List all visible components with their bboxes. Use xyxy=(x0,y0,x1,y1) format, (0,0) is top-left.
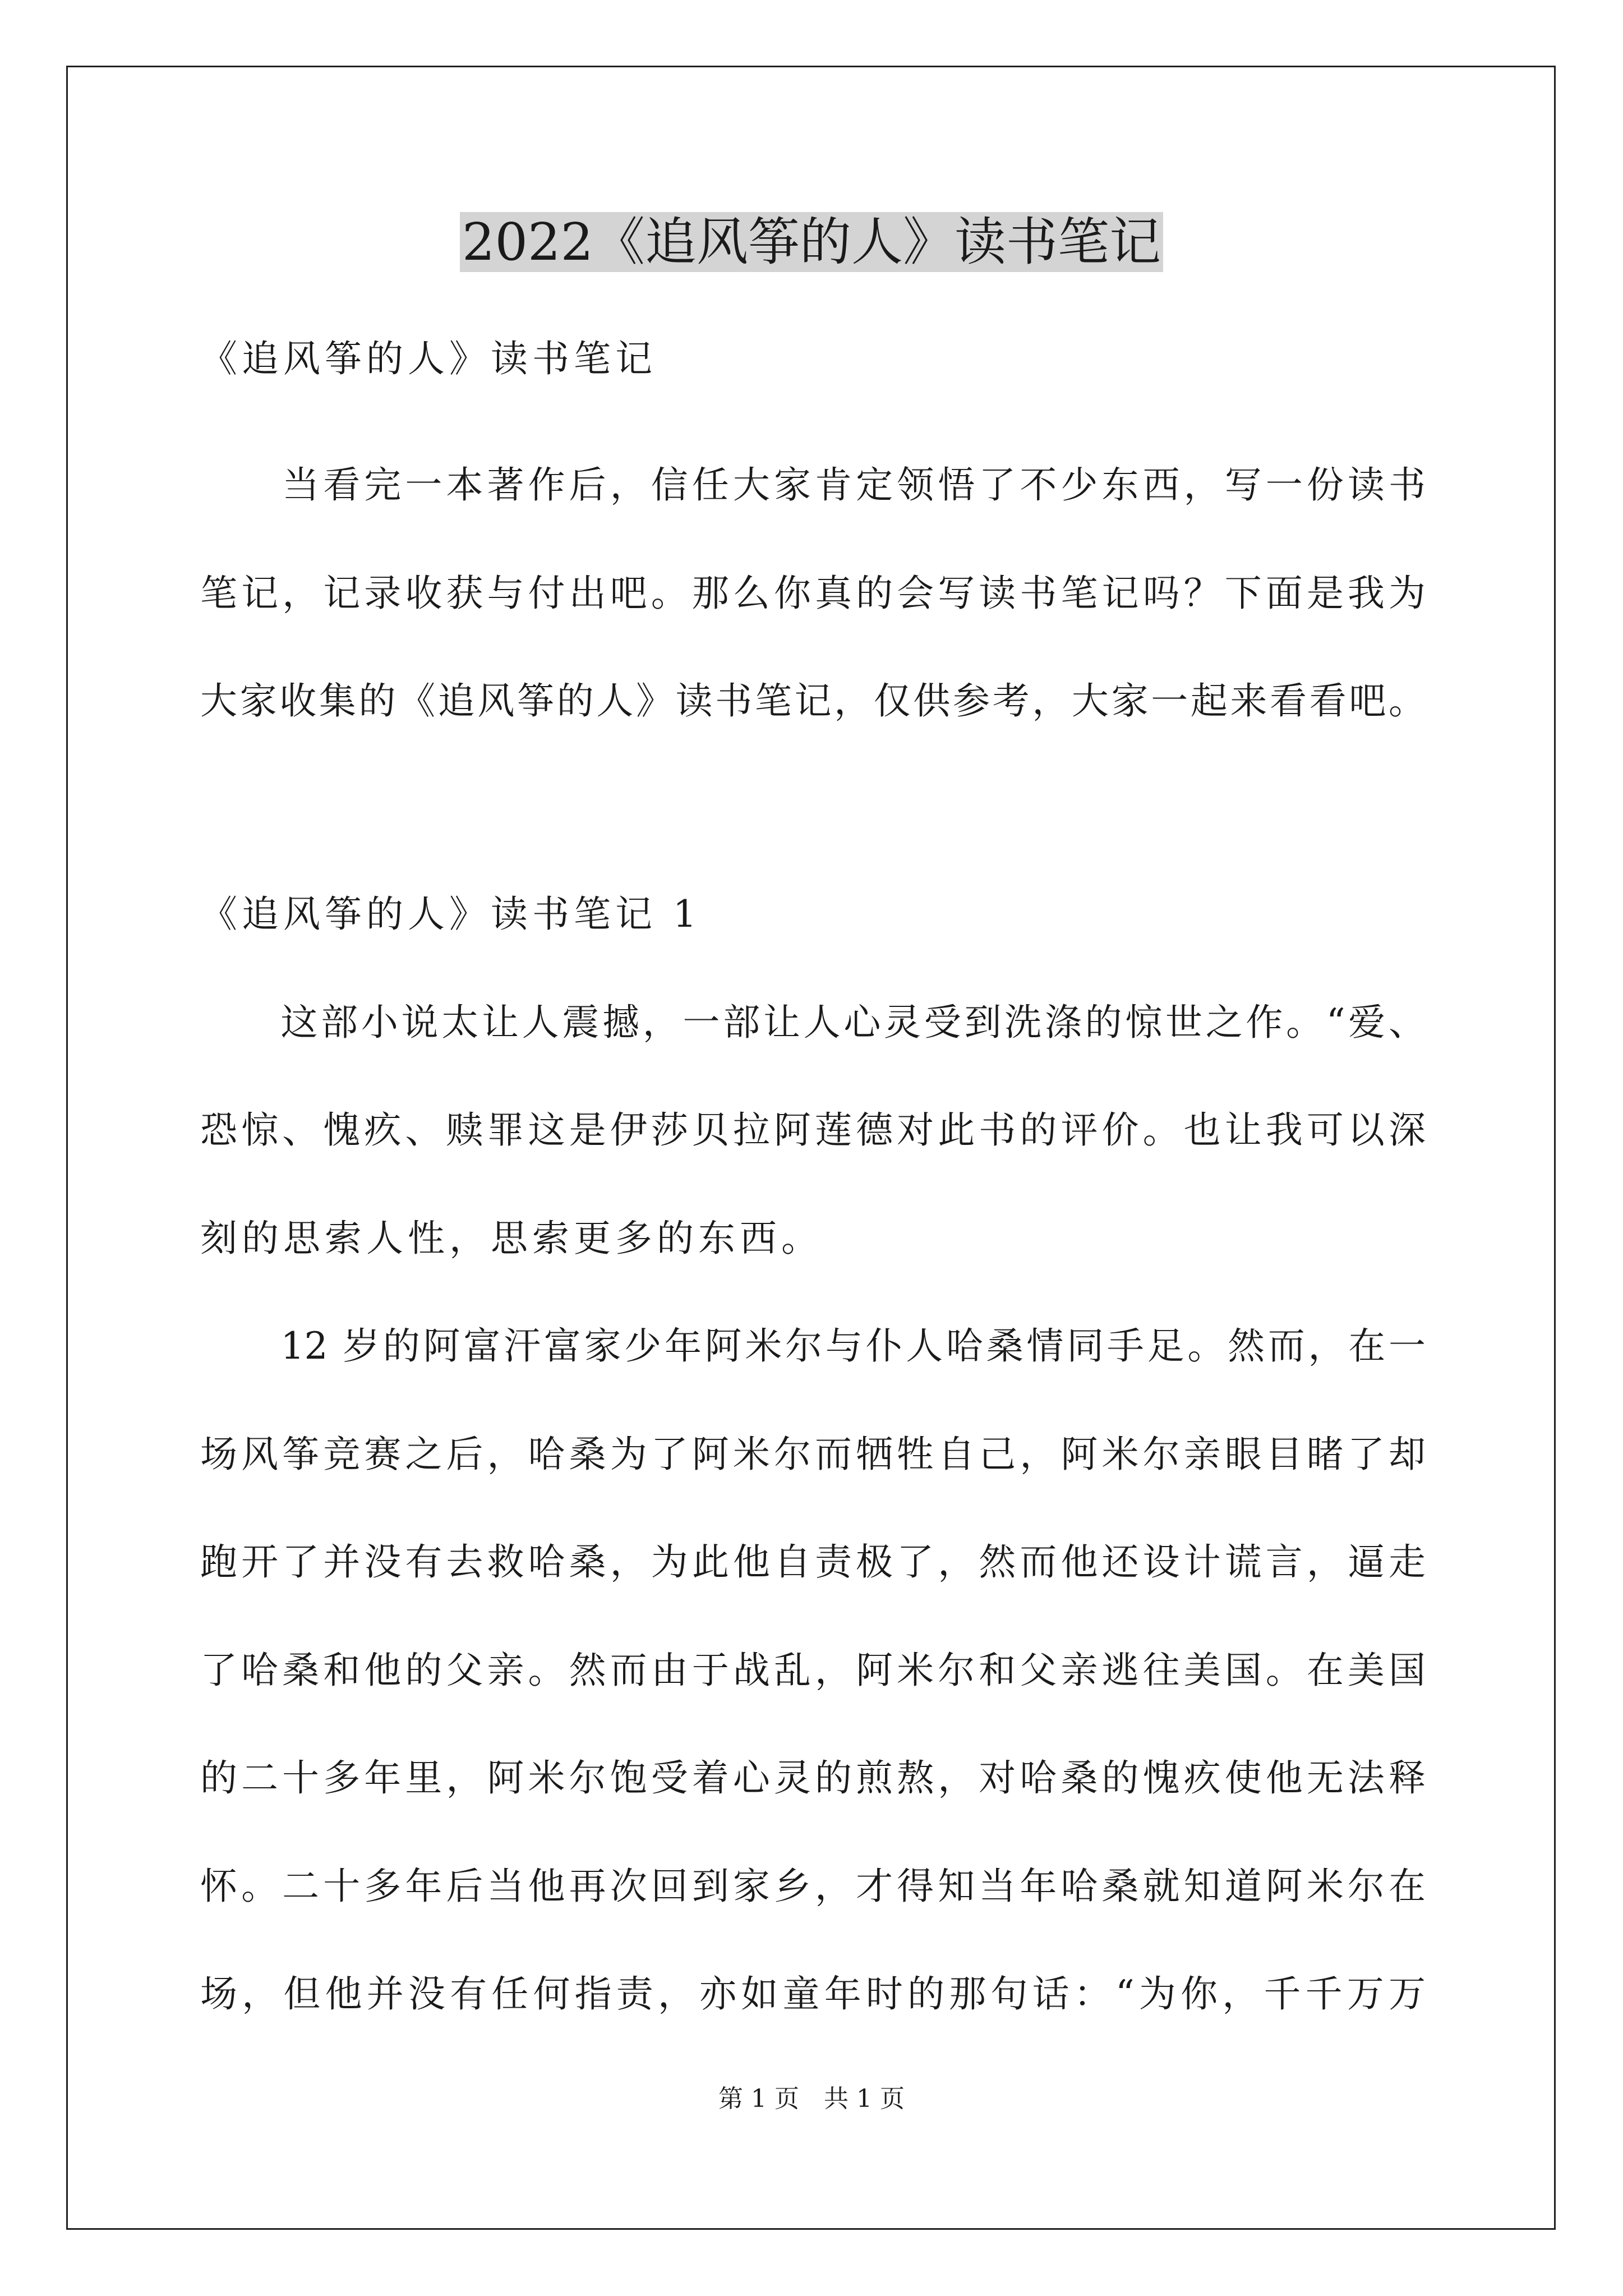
paragraph-line: 这部小说太让人震撼，一部让人心灵受到洗涤的惊世之作。“爱、 xyxy=(200,1001,1426,1044)
paragraph-line: 了哈桑和他的父亲。然而由于战乱，阿米尔和父亲逃往美国。在美国 xyxy=(200,1649,1426,1692)
paragraph-line: 12 岁的阿富汗富家少年阿米尔与仆人哈桑情同手足。然而，在一 xyxy=(200,1324,1426,1368)
section-heading-note-1: 《追风筝的人》读书笔记 1 xyxy=(200,892,701,936)
paragraph-line: 的二十多年里，阿米尔饱受着心灵的煎熬，对哈桑的愧疚使他无法释 xyxy=(200,1756,1426,1800)
paragraph-line: 笔记，记录收获与付出吧。那么你真的会写读书笔记吗？下面是我为 xyxy=(200,572,1426,615)
paragraph-line: 怀。二十多年后当他再次回到家乡，才得知当年哈桑就知道阿米尔在 xyxy=(200,1865,1426,1908)
paragraph-line: 大家收集的《追风筝的人》读书笔记，仅供参考，大家一起来看看吧。 xyxy=(200,679,1426,723)
paragraph-line: 场风筝竞赛之后，哈桑为了阿米尔而牺牲自己，阿米尔亲眼目睹了却 xyxy=(200,1433,1426,1476)
document-title-text: 2022《追风筝的人》读书笔记 xyxy=(460,212,1163,272)
paragraph-line: 刻的思索人性，思索更多的东西。 xyxy=(200,1217,823,1260)
paragraph-line: 跑开了并没有去救哈桑，为此他自责极了，然而他还设计谎言，逼走 xyxy=(200,1540,1426,1584)
paragraph-line: 场，但他并没有任何指责，亦如童年时的那句话：“为你，千千万万 xyxy=(200,1972,1426,2016)
section-heading-intro: 《追风筝的人》读书笔记 xyxy=(200,337,657,380)
document-title xyxy=(0,203,1623,282)
paragraph-line: 当看完一本著作后，信任大家肯定领悟了不少东西，写一份读书 xyxy=(200,463,1426,507)
page-footer: 第 1 页 共 1 页 xyxy=(718,2085,905,2113)
paragraph-line: 恐惊、愧疚、赎罪这是伊莎贝拉阿莲德对此书的评价。也让我可以深 xyxy=(200,1108,1426,1152)
